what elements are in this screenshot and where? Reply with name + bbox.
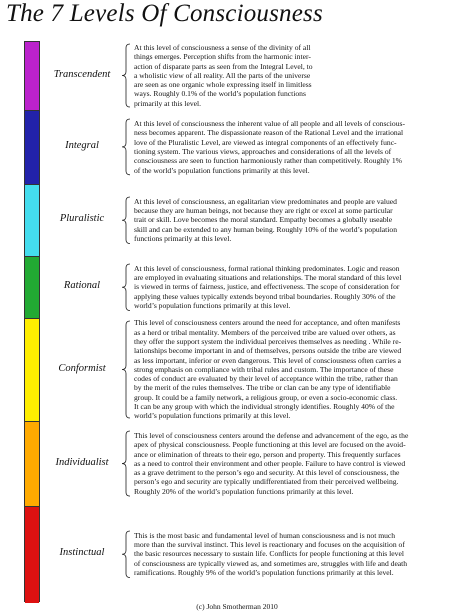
color-segment-individualist	[25, 422, 39, 507]
color-segment-transcendent	[25, 42, 39, 111]
description-line: as a grave detriment to the person’s ego and security. At this level of consciousness, the	[134, 468, 400, 478]
description-line: primarily at this level.	[134, 98, 202, 108]
brace-icon	[121, 530, 131, 579]
description-line: world’s population functions primarily at this level.	[134, 300, 291, 310]
description-line: ramifications. Roughly 9% of the world’s population functions primarily at this level.	[134, 567, 394, 577]
description-line: of the world’s population functions primarily at this level.	[134, 165, 310, 175]
brace-icon	[121, 43, 131, 108]
level-name-integral: Integral	[65, 140, 99, 151]
description-line: At this level of consciousness, an egalitarian view predominates and people are valued	[134, 196, 397, 206]
color-segment-rational	[25, 257, 39, 319]
description-line: as a need to control their environment and other people. Failure to have control is viewed	[134, 458, 406, 468]
description-line: by the merit of the rules themselves. The tribe or clan can be any type of identifiable	[134, 383, 391, 393]
description-line: This level of consciousness centers around the defense and advancement of the ego, as the	[134, 430, 409, 440]
description-line: action of disparate parts as seen from the Integral Level, to	[134, 61, 313, 71]
page-title: The 7 Levels Of Consciousness	[6, 0, 323, 27]
description-line: At this level of consciousness the inherent value of all people and all levels of conscious-	[134, 119, 405, 129]
brace-icon	[121, 320, 131, 419]
description-line: This level of consciousness centers around the need for acceptance, and often manifests	[134, 318, 401, 328]
level-description-individualist	[134, 431, 468, 496]
description-line: consciousness are seen to function harmoniously rather than competitively. Roughly 1%	[134, 156, 402, 166]
level-description-instinctual	[134, 531, 468, 577]
level-description-pluralistic	[134, 197, 468, 243]
level-name-conformist: Conformist	[58, 362, 106, 374]
description-line: It can be any group with which the individual strongly identifies. Roughly 40% of the	[134, 402, 395, 412]
description-line: because they are human beings, not because they are right or excel at some particular	[134, 206, 393, 216]
brace-icon	[121, 196, 131, 245]
color-segment-pluralistic	[25, 185, 39, 257]
description-line: they offer the support system the individual perceives themselves as needing . While re-	[134, 336, 402, 346]
description-line: ways. Roughly 0.1% of the world’s population functions	[134, 89, 306, 99]
description-line: applying these values typically extends beyond tribal boundaries. Roughly 30% of the	[134, 291, 396, 301]
description-line: a wholistic view of all reality. All the parts of the universe	[134, 70, 311, 80]
description-line: tioning system. The various views, approaches and considerations of all the levels of	[134, 146, 392, 156]
copyright-credit: (c) John Smotherman 2010	[196, 602, 278, 611]
description-line: lationships become important in and of themselves, persons outside the tribe are viewed	[134, 346, 402, 356]
description-line: skill and can be extended to any human being. Roughly 10% of the world’s population	[134, 224, 397, 234]
color-segment-integral	[25, 111, 39, 185]
description-line: more than the survival instinct. This level is reactionary and focuses on the acquisition of	[134, 540, 405, 550]
level-name-instinctual: Instinctual	[59, 547, 105, 558]
description-line: is viewed in terms of fairness, justice, and effectiveness. The scope of consideration for	[134, 282, 400, 292]
description-line: ance or elimination of threats to their ego, person and property. This frequently surfaces	[134, 449, 401, 459]
level-description-integral	[134, 119, 468, 175]
description-line: apex of physical consciousness. People functioning at this level are focused on the avoid-	[134, 440, 406, 450]
level-name-pluralistic: Pluralistic	[59, 213, 105, 224]
level-name-rational: Rational	[63, 280, 101, 291]
description-line: are seen as one organic whole expressing itself in limitless	[134, 80, 312, 90]
description-line: of consciousness are typically viewed as, and sometimes are, struggles with life and death	[134, 558, 408, 568]
description-line: functions primarily at this level.	[134, 233, 232, 243]
level-name-transcendent: Transcendent	[53, 68, 111, 80]
color-bar	[24, 41, 40, 602]
description-line: Roughly 20% of the world’s population functions primarily at this level.	[134, 486, 354, 496]
description-line: love of the Pluralistic Level, are viewed as integral components of an effectively func-	[134, 137, 397, 147]
level-name-individualist: Individualist	[55, 456, 109, 468]
description-line: as a herd or tribal mentality. Members of the perceived tribe are valued over others, as	[134, 327, 396, 337]
description-line: This is the most basic and fundamental level of human consciousness and is not much	[134, 530, 396, 540]
description-line: as less important, inferior or even dangerous. This level of consciousness often carries a	[134, 355, 402, 365]
description-line: strong emphasis on compliance with tribal rules and custom. The importance of these	[134, 364, 394, 374]
description-line: the basic resources necessary to sustain life. Conflicts for people functioning at this level	[134, 549, 404, 559]
color-segment-conformist	[25, 319, 39, 422]
level-description-rational	[134, 264, 468, 310]
description-line: things emerges. Perception shifts from the harmonic inter-	[134, 52, 311, 62]
brace-icon	[121, 430, 131, 497]
description-line: trait or skill. Love becomes the moral standard. Empathy becomes a globally useable	[134, 215, 393, 225]
description-line: codes of conduct are evaluated by their level of acceptance within the tribe, rather than	[134, 374, 398, 384]
description-line: ness becomes apparent. The dispassionate reason of the Rational Level and the irrational	[134, 128, 404, 138]
description-line: At this level of consciousness, formal rational thinking predominates. Logic and reason	[134, 263, 400, 273]
brace-icon	[121, 118, 131, 176]
description-line: At this level of consciousness a sense of the divinity of all	[134, 42, 311, 52]
level-description-transcendent	[134, 43, 468, 108]
description-line: world’s population functions primarily at this level.	[134, 411, 291, 421]
brace-icon	[121, 263, 131, 312]
description-line: are employed in evaluating situations and relationships. The moral standard of this level	[134, 273, 402, 283]
description-line: group. It could be a family network, a religious group, or even a socio-economic class.	[134, 392, 398, 402]
level-description-conformist	[134, 318, 468, 420]
color-segment-instinctual	[25, 507, 39, 603]
description-line: person’s ego and security are typically undifferentiated from their perceived wellbeing.	[134, 477, 399, 487]
